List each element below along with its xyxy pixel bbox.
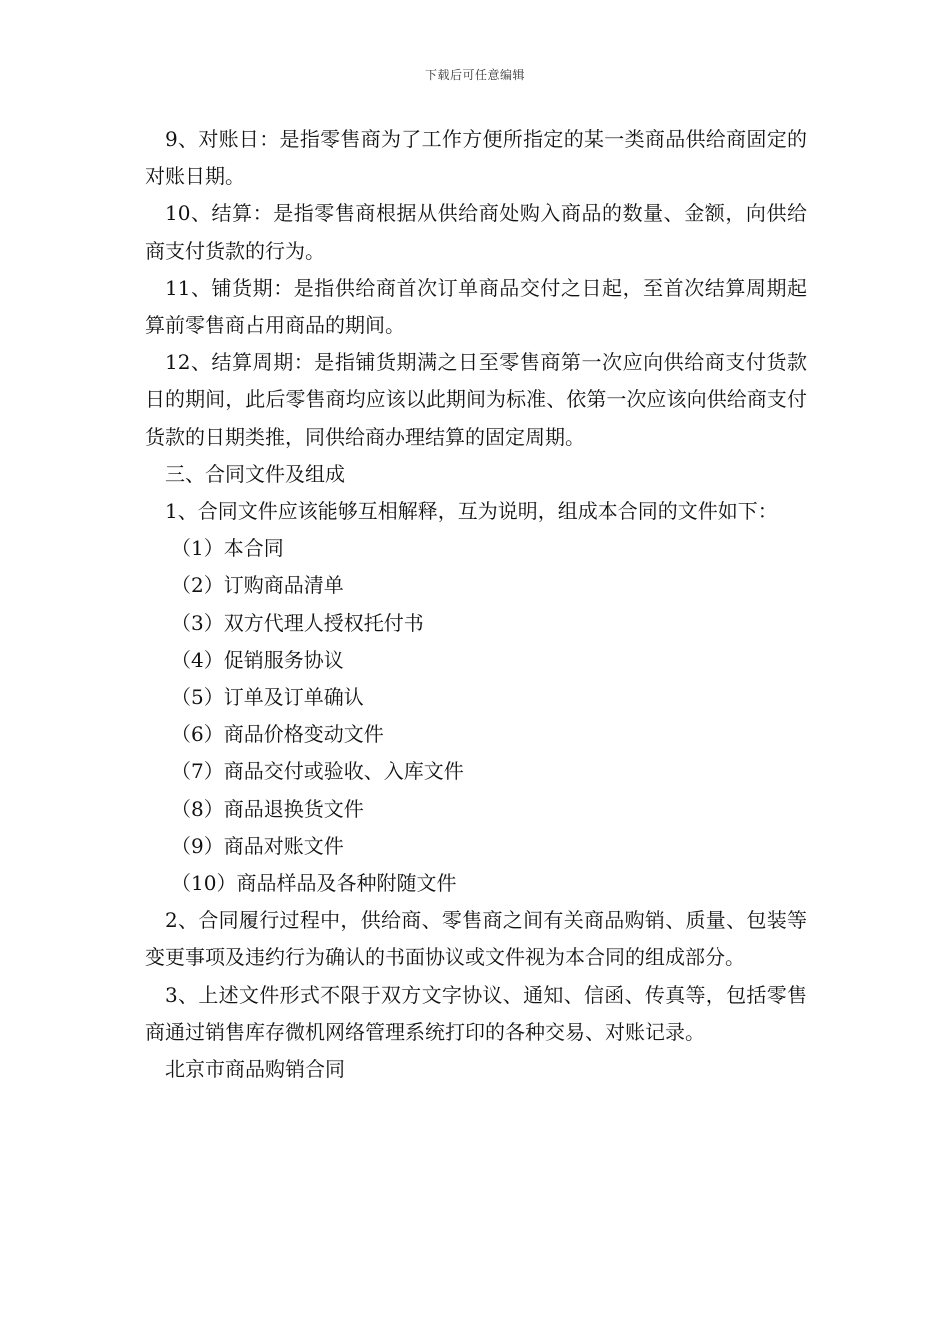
list-item: （9）商品对账文件 (171, 833, 344, 858)
list-item: （6）商品价格变动文件 (171, 722, 384, 747)
list-item: （4）促销服务协议 (171, 647, 344, 672)
list-item: （1）本合同 (171, 536, 284, 561)
section-heading-contract-documents: 三、合同文件及组成 (165, 461, 345, 486)
list-item: （3）双方代理人授权托付书 (171, 610, 424, 635)
paragraph-reconciliation-day: 9、对账日：是指零售商为了工作方便所指定的某一类商品供给商固定的对账日期。 (145, 127, 807, 189)
page-header: 下载后可任意编辑 (424, 68, 525, 82)
paragraph-stocking-period: 11、铺货期：是指供给商首次订单商品交付之日起，至首次结算周期起算前零售商占用商品的期间。 (145, 275, 807, 338)
paragraph-contract-documents-intro: 1、合同文件应该能够互相解释，互为说明，组成本合同的文件如下： (165, 499, 778, 524)
paragraph-settlement-cycle: 12、结算周期：是指铺货期满之日至零售商第一次应向供给商支付货款日的期间，此后零售商均应该以此期间为标准、依第一次应该向供给商支付货款的日期类推，同供给商办理结算的固定周期。 (145, 350, 807, 449)
contract-title-footer: 北京市商品购销合同 (165, 1057, 345, 1082)
paragraph-document-forms: 3、上述文件形式不限于双方文字协议、通知、信函、传真等，包括零售商通过销售库存微机网络管理系统打印的各种交易、对账记录。 (145, 982, 807, 1044)
paragraph-performance-changes: 2、合同履行过程中，供给商、零售商之间有关商品购销、质量、包装等变更事项及违约行为确认的书面协议或文件视为本合同的组成部分。 (145, 908, 807, 970)
list-item: （10）商品样品及各种附随文件 (171, 871, 457, 896)
paragraph-settlement: 10、结算：是指零售商根据从供给商处购入商品的数量、金额，向供给商支付货款的行为。 (145, 201, 807, 263)
list-item: （7）商品交付或验收、入库文件 (171, 759, 464, 784)
list-item: （2）订购商品清单 (171, 573, 344, 598)
list-item: （8）商品退换货文件 (171, 796, 364, 821)
list-item: （5）订单及订单确认 (171, 685, 364, 710)
document-body (145, 121, 807, 1088)
